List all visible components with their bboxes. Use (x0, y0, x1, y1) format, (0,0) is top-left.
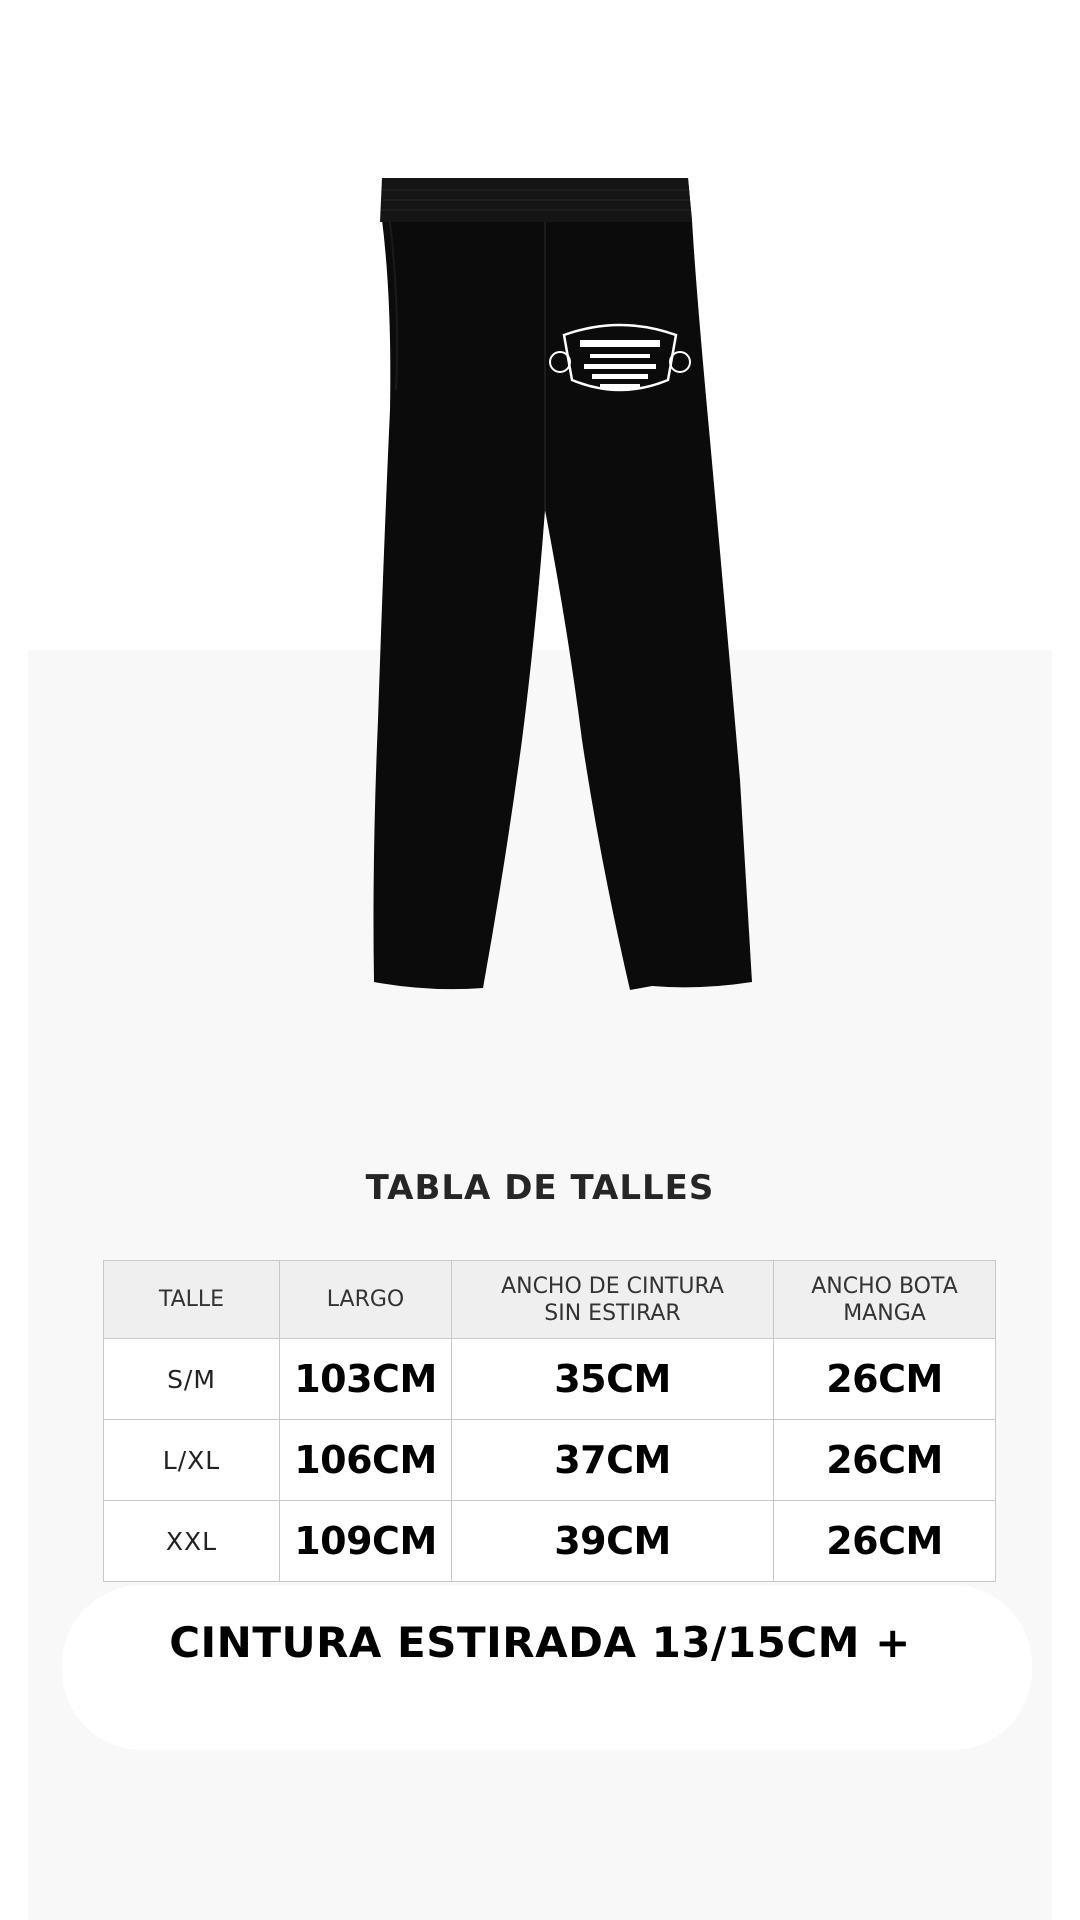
size-chart-table (103, 1260, 996, 1582)
cell-largo: 106CM (280, 1420, 452, 1501)
cell-bota: 26CM (774, 1420, 996, 1501)
stretched-waist-note: CINTURA ESTIRADA 13/15CM + (169, 1618, 911, 1667)
table-row (104, 1420, 996, 1501)
header-talle: TALLE (104, 1261, 280, 1339)
cell-talle: XXL (104, 1501, 280, 1582)
cell-bota: 26CM (774, 1501, 996, 1582)
header-largo: LARGO (280, 1261, 452, 1339)
note-bubble (62, 1585, 1032, 1750)
cell-cintura: 35CM (452, 1339, 774, 1420)
cell-cintura: 39CM (452, 1501, 774, 1582)
table-row (104, 1339, 996, 1420)
table-row (104, 1501, 996, 1582)
cell-largo: 103CM (280, 1339, 452, 1420)
cell-largo: 109CM (280, 1501, 452, 1582)
table-header-row (104, 1261, 996, 1339)
cell-cintura: 37CM (452, 1420, 774, 1501)
size-chart-title: TABLA DE TALLES (365, 1168, 715, 1208)
header-ancho-bota: ANCHO BOTA MANGA (774, 1261, 996, 1339)
cell-talle: S/M (104, 1339, 280, 1420)
cell-bota: 26CM (774, 1339, 996, 1420)
sweatpants-image (300, 160, 780, 1005)
cell-talle: L/XL (104, 1420, 280, 1501)
header-ancho-cintura: ANCHO DE CINTURA SIN ESTIRAR (452, 1261, 774, 1339)
